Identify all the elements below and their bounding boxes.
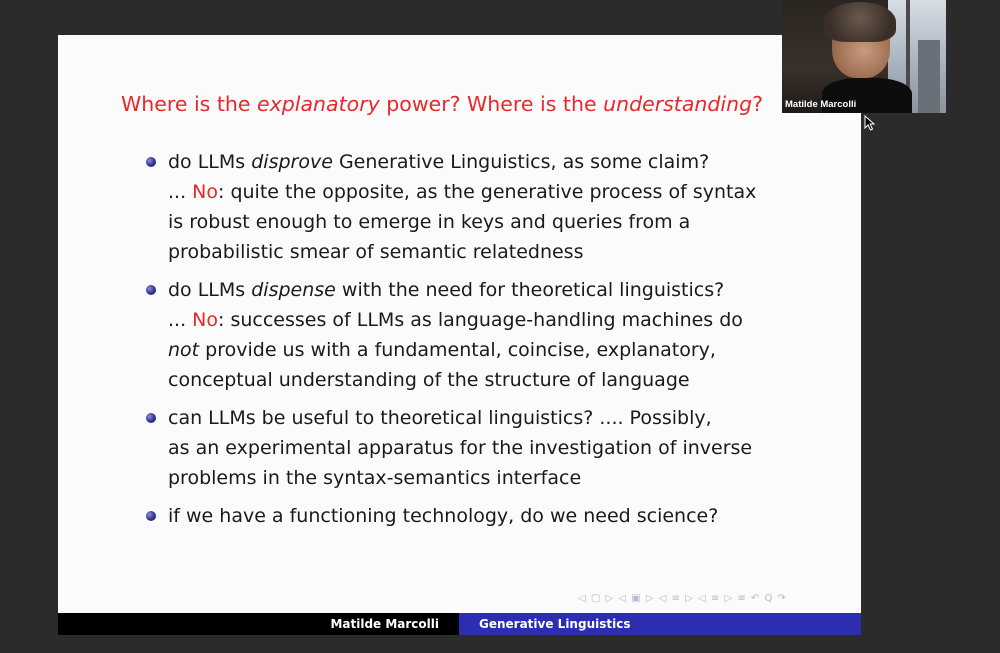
title-part-1: Where is the	[121, 92, 258, 116]
bullet-line	[168, 147, 844, 177]
building-silhouette	[918, 40, 940, 113]
answer-no: No	[192, 181, 219, 203]
bullet-icon	[146, 157, 156, 167]
line-text: do LLMs	[168, 279, 252, 301]
line-emphasis: not	[168, 339, 200, 361]
bullet-line: if we have a functioning technology, do we need science?	[168, 505, 719, 527]
bullet-icon	[146, 511, 156, 521]
line-text: ...	[168, 181, 193, 203]
bullet-line: is robust enough to emerge in keys and queries from a	[168, 211, 691, 233]
line-text: ...	[168, 309, 193, 331]
bullet-icon	[146, 285, 156, 295]
participant-name-label: Matilde Marcolli	[785, 99, 857, 110]
bullet-item	[144, 275, 844, 395]
footer-title: Generative Linguistics	[459, 613, 861, 635]
bullet-line: problems in the syntax-semantics interface	[168, 467, 582, 489]
presentation-slide	[58, 35, 861, 635]
title-part-2: power? Where is the	[379, 92, 604, 116]
participant-video-tile[interactable]	[782, 0, 946, 113]
line-text: : quite the opposite, as the generative process of syntax	[218, 181, 757, 203]
bullet-line: conceptual understanding of the structure of language	[168, 369, 690, 391]
mouse-cursor-icon	[864, 115, 876, 131]
footer-author: Matilde Marcolli	[58, 613, 459, 635]
bullet-line	[168, 177, 844, 207]
line-text: : successes of LLMs as language-handling machines do	[218, 309, 743, 331]
title-part-3: ?	[752, 92, 763, 116]
bullet-line: can LLMs be useful to theoretical linguistics? .... Possibly,	[168, 407, 712, 429]
line-text: do LLMs	[168, 151, 252, 173]
bullet-item	[144, 501, 844, 531]
bullet-item	[144, 147, 844, 267]
bullet-icon	[146, 413, 156, 423]
bullet-item	[144, 403, 844, 493]
beamer-navigation-icons[interactable]: ◁ ▢ ▷ ◁ ▣ ▷ ◁ ≡ ▷ ◁ ≡ ▷ ≡ ↶ Q ↷	[578, 593, 787, 604]
participant-hair	[824, 2, 896, 42]
title-emphasis-explanatory: explanatory	[257, 92, 380, 116]
line-text: provide us with a fundamental, coincise, explanatory,	[199, 339, 716, 361]
title-emphasis-understanding: understanding	[603, 92, 753, 116]
bullet-line: probabilistic smear of semantic relatedness	[168, 241, 584, 263]
line-emphasis: dispense	[251, 279, 336, 301]
bullet-list	[144, 147, 844, 539]
line-emphasis: disprove	[251, 151, 333, 173]
bullet-line	[168, 305, 844, 335]
bullet-line	[168, 275, 844, 305]
line-text: with the need for theoretical linguistics?	[335, 279, 725, 301]
bullet-line: as an experimental apparatus for the investigation of inverse	[168, 437, 753, 459]
bullet-line	[168, 335, 844, 365]
slide-footer	[58, 613, 861, 635]
slide-title	[121, 92, 763, 116]
answer-no: No	[192, 309, 219, 331]
line-text: Generative Linguistics, as some claim?	[332, 151, 710, 173]
